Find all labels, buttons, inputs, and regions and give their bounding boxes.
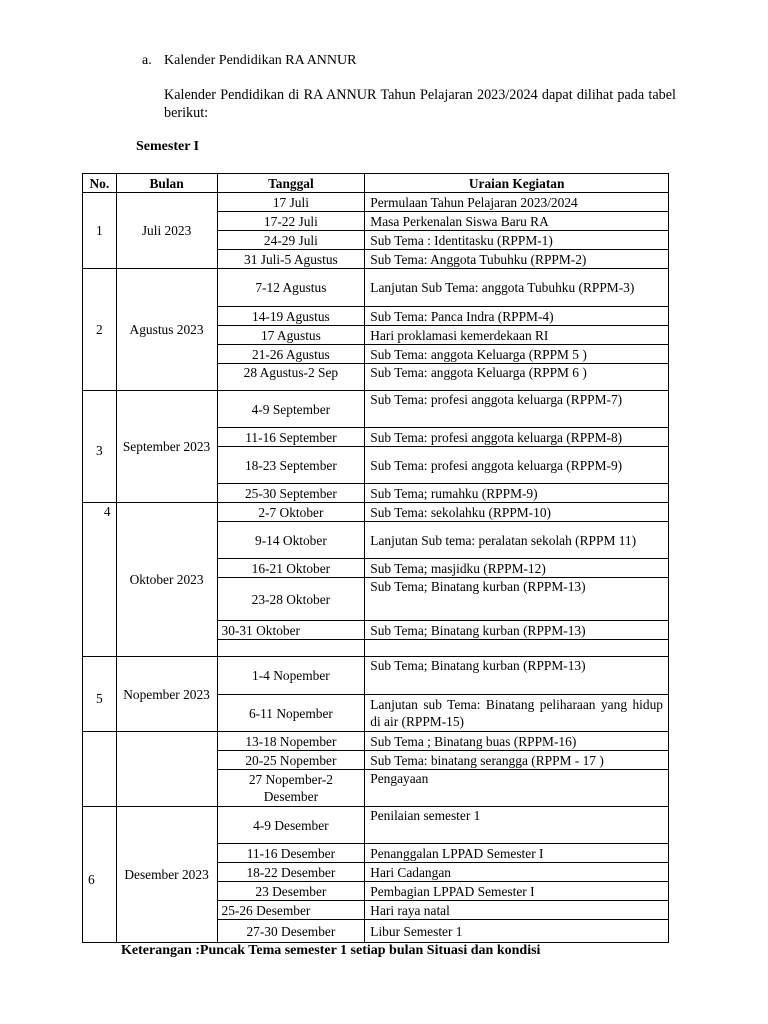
cell-uraian: Sub Tema; Binatang kurban (RPPM-13) <box>365 657 669 695</box>
table-row <box>83 391 669 428</box>
table-row <box>83 657 669 695</box>
cell-no: 5 <box>83 657 117 732</box>
cell-bulan: Agustus 2023 <box>116 269 217 391</box>
cell-tanggal: 17 Juli <box>217 193 365 212</box>
table-row <box>83 269 669 307</box>
cell-tanggal: 16-21 Oktober <box>217 559 365 578</box>
table-row <box>83 193 669 212</box>
cell-tanggal: 23 Desember <box>217 882 365 901</box>
cell-uraian: Sub Tema; Binatang kurban (RPPM-13) <box>365 578 669 621</box>
cell-uraian: Penilaian semester 1 <box>365 807 669 844</box>
cell-tanggal: 30-31 Oktober <box>217 621 365 640</box>
header-no: No. <box>83 174 117 193</box>
cell-uraian: Sub Tema: Panca Indra (RPPM-4) <box>365 307 669 326</box>
footnote: Keterangan :Puncak Tema semester 1 setiap bulan Situasi dan kondisi <box>121 943 541 958</box>
cell-uraian: Lanjutan Sub Tema: anggota Tubuhku (RPPM-3) <box>365 269 669 307</box>
cell-uraian: Sub Tema: profesi anggota keluarga (RPPM-9) <box>365 447 669 484</box>
cell-tanggal: 27 Nopember-2 Desember <box>217 770 365 807</box>
cell-uraian: Hari Cadangan <box>365 863 669 882</box>
cell-bulan: Nopember 2023 <box>116 657 217 732</box>
cell-tanggal: 4-9 Desember <box>217 807 365 844</box>
list-marker: a. <box>142 53 152 68</box>
table-row <box>83 503 669 522</box>
cell-tanggal: 23-28 Oktober <box>217 578 365 621</box>
semester-title: Semester I <box>136 139 200 154</box>
cell-no-empty <box>83 732 117 807</box>
cell-uraian: Sub Tema; Binatang kurban (RPPM-13) <box>365 621 669 640</box>
header-tanggal: Tanggal <box>217 174 365 193</box>
cell-tanggal: 24-29 Juli <box>217 231 365 250</box>
cell-tanggal: 18-23 September <box>217 447 365 484</box>
cell-tanggal: 25-30 September <box>217 484 365 503</box>
header-bulan: Bulan <box>116 174 217 193</box>
cell-tanggal: 9-14 Oktober <box>217 522 365 559</box>
cell-uraian: Penanggalan LPPAD Semester I <box>365 844 669 863</box>
table-row <box>83 807 669 844</box>
cell-uraian <box>365 640 669 657</box>
table-header-row <box>83 174 669 193</box>
cell-tanggal: 7-12 Agustus <box>217 269 365 307</box>
cell-uraian: Sub Tema: binatang serangga (RPPM - 17 ) <box>365 751 669 770</box>
cell-uraian: Permulaan Tahun Pelajaran 2023/2024 <box>365 193 669 212</box>
cell-bulan: Oktober 2023 <box>116 503 217 657</box>
cell-uraian: Hari raya natal <box>365 901 669 920</box>
cell-bulan: Desember 2023 <box>116 807 217 943</box>
cell-tanggal: 25-26 Desember <box>217 901 365 920</box>
cell-tanggal: 4-9 September <box>217 391 365 428</box>
cell-uraian: Sub Tema ; Binatang buas (RPPM-16) <box>365 732 669 751</box>
cell-tanggal: 1-4 Nopember <box>217 657 365 695</box>
cell-uraian: Pembagian LPPAD Semester I <box>365 882 669 901</box>
cell-uraian: Lanjutan sub Tema: Binatang peliharaan yang hidup di air (RPPM-15) <box>365 695 669 732</box>
calendar-table <box>82 173 669 943</box>
cell-uraian: Sub Tema: Anggota Tubuhku (RPPM-2) <box>365 250 669 269</box>
cell-tanggal: 18-22 Desember <box>217 863 365 882</box>
section-heading <box>142 53 356 69</box>
header-uraian: Uraian Kegiatan <box>365 174 669 193</box>
cell-tanggal: 20-25 Nopember <box>217 751 365 770</box>
cell-no: 6 <box>83 807 117 943</box>
cell-no: 3 <box>83 391 117 503</box>
cell-bulan-empty <box>116 732 217 807</box>
cell-tanggal: 21-26 Agustus <box>217 345 365 364</box>
cell-tanggal: 17-22 Juli <box>217 212 365 231</box>
cell-no: 1 <box>83 193 117 269</box>
cell-uraian: Sub Tema : Identitasku (RPPM-1) <box>365 231 669 250</box>
cell-uraian: Sub Tema: profesi anggota keluarga (RPPM-7) <box>365 391 669 428</box>
cell-tanggal: 28 Agustus-2 Sep <box>217 364 365 391</box>
cell-tanggal: 14-19 Agustus <box>217 307 365 326</box>
cell-tanggal: 31 Juli-5 Agustus <box>217 250 365 269</box>
cell-uraian: Sub Tema: profesi anggota keluarga (RPPM-8) <box>365 428 669 447</box>
cell-tanggal: 2-7 Oktober <box>217 503 365 522</box>
cell-tanggal: 17 Agustus <box>217 326 365 345</box>
cell-uraian: Sub Tema: anggota Keluarga (RPPM 5 ) <box>365 345 669 364</box>
cell-tanggal: 13-18 Nopember <box>217 732 365 751</box>
cell-uraian: Sub Tema: sekolahku (RPPM-10) <box>365 503 669 522</box>
cell-tanggal <box>217 640 365 657</box>
cell-uraian: Masa Perkenalan Siswa Baru RA <box>365 212 669 231</box>
cell-uraian: Sub Tema: anggota Keluarga (RPPM 6 ) <box>365 364 669 391</box>
cell-bulan: September 2023 <box>116 391 217 503</box>
intro-paragraph: Kalender Pendidikan di RA ANNUR Tahun Pelajaran 2023/2024 dapat dilihat pada tabel berikut: <box>164 87 676 121</box>
section-heading-text: Kalender Pendidikan RA ANNUR <box>164 53 357 68</box>
cell-uraian: Sub Tema; rumahku (RPPM-9) <box>365 484 669 503</box>
cell-no: 2 <box>83 269 117 391</box>
cell-tanggal: 11-16 September <box>217 428 365 447</box>
cell-tanggal: 11-16 Desember <box>217 844 365 863</box>
cell-uraian: Pengayaan <box>365 770 669 807</box>
cell-tanggal: 27-30 Desember <box>217 920 365 943</box>
cell-uraian: Lanjutan Sub tema: peralatan sekolah (RPPM 11) <box>365 522 669 559</box>
cell-uraian: Sub Tema; masjidku (RPPM-12) <box>365 559 669 578</box>
cell-uraian: Libur Semester 1 <box>365 920 669 943</box>
cell-bulan: Juli 2023 <box>116 193 217 269</box>
table-row <box>83 732 669 751</box>
cell-no: 4 <box>83 503 117 657</box>
cell-tanggal: 6-11 Nopember <box>217 695 365 732</box>
cell-uraian: Hari proklamasi kemerdekaan RI <box>365 326 669 345</box>
